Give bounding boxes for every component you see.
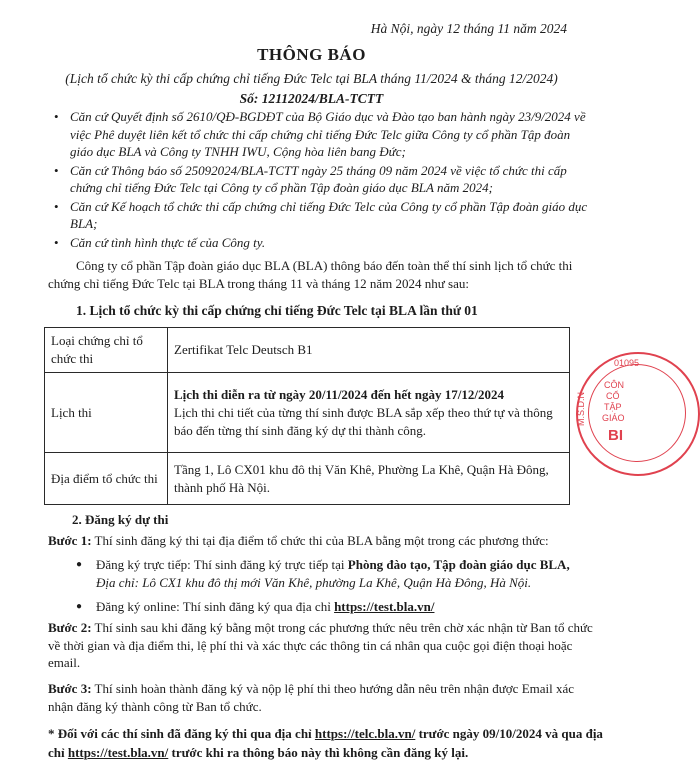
step-label: Bước 2: xyxy=(48,620,92,635)
table-cell-value: Zertifikat Telc Deutsch B1 xyxy=(168,328,570,373)
basis-item: • Căn cứ Quyết định số 2610/QĐ-BGDĐT của Bộ Giáo dục và Đào tạo ban hành ngày 23/9/2024 về việc Phê duyệt liên kết tổ chức thi cấp chứng chỉ tiếng Đức Telc giữa Công ty cổ phần Tập đoàn giáo dục BLA và Công ty TNHH IWU, Cộng hòa liên bang Đức; xyxy=(70,108,590,161)
document-date: Hà Nội, ngày 12 tháng 11 năm 2024 xyxy=(370,21,567,36)
direct-registration-address: Địa chỉ: Lô CX1 khu đô thị mới Văn Khê, phường La Khê, Quận Hà Đông, Hà Nội. xyxy=(96,575,532,590)
table-row xyxy=(45,328,570,373)
basis-item: • Căn cứ tình hình thực tế của Công ty. xyxy=(70,234,590,252)
document-title: THÔNG BÁO xyxy=(257,45,366,64)
exam-schedule-table xyxy=(44,327,570,505)
seal-line: CÔN xyxy=(604,380,624,390)
step-text: Thí sinh hoàn thành đăng ký và nộp lệ phí thi theo hướng dẫn nêu trên nhận được Email xác nhận đăng ký thành công từ Ban tổ chức. xyxy=(48,681,575,714)
company-seal xyxy=(576,352,700,476)
seal-line: CỔ xyxy=(606,391,620,401)
document-subtitle: (Lịch tổ chức kỳ thi cấp chứng chỉ tiếng Đức Telc tại BLA tháng 11/2024 & tháng 12/2024) xyxy=(65,71,558,86)
step-2 xyxy=(48,619,593,672)
list-item: ● Đăng ký trực tiếp: Thí sinh đăng ký trực tiếp tại Phòng đào tạo, Tập đoàn giáo dục BLA, Địa chỉ: Lô CX1 khu đô thị mới Văn Khê, phường La Khê, Quận Hà Đông, Hà Nội. xyxy=(96,556,596,592)
seal-line: TẬP xyxy=(604,402,622,412)
step-1 xyxy=(48,532,593,550)
registration-note xyxy=(48,724,608,762)
basis-item: • Căn cứ Thông báo số 25092024/BLA-TCTT ngày 25 tháng 09 năm 2024 về việc tổ chức thi cấp chứng chỉ tiếng Đức Telc tại Công ty cổ phần Tập đoàn giáo dục BLA năm 2024; xyxy=(70,162,590,197)
seal-number: 01095 xyxy=(614,358,640,368)
note-prefix: * Đối với các thí sinh đã đăng ký thi qua địa chỉ xyxy=(48,726,315,741)
note-middle: trước ngày 09/10/2024 và qua địa chỉ xyxy=(48,726,603,760)
section-1-heading: 1. Lịch tổ chức kỳ thi cấp chứng chỉ tiếng Đức Telc tại BLA lần thứ 01 xyxy=(76,303,478,318)
step-label: Bước 3: xyxy=(48,681,92,696)
direct-registration-place: Phòng đào tạo, Tập đoàn giáo dục BLA xyxy=(347,557,567,572)
table-cell-value xyxy=(168,373,570,453)
table-row xyxy=(45,373,570,453)
step-label: Bước 1: xyxy=(48,533,92,548)
note-link-telc[interactable]: https://telc.bla.vn/ xyxy=(314,726,416,741)
exam-period-detail: Lịch thi chi tiết của từng thí sinh được BLA sắp xếp theo thứ tự và thông báo đến từng thí sinh đăng ký dự thi thành công. xyxy=(174,404,553,438)
note-suffix: trước khi ra thông báo này thì không cần đăng ký lại. xyxy=(168,745,469,760)
table-cell-label: Lịch thi xyxy=(45,373,168,453)
seal-line: BI xyxy=(608,427,623,444)
table-row xyxy=(45,453,570,505)
seal-line: GIÁO xyxy=(602,413,625,423)
intro-paragraph: Công ty cổ phần Tập đoàn giáo dục BLA (BLA) thông báo đến toàn thể thí sinh lịch tổ chức thi chứng chỉ tiếng Đức Telc tại BLA trong tháng 11 và tháng 12 năm 2024 như sau: xyxy=(48,258,573,291)
online-registration-lead: Đăng ký online: Thí sinh đăng ký qua địa chỉ xyxy=(96,599,335,614)
seal-side-text: M.S.D.N xyxy=(576,392,586,427)
table-cell-label: Loại chứng chỉ tổ chức thi xyxy=(45,328,168,373)
table-cell-value: Tầng 1, Lô CX01 khu đô thị Văn Khê, Phường La Khê, Quận Hà Đông, thành phố Hà Nội. xyxy=(168,453,570,505)
step-text: Thí sinh sau khi đăng ký bằng một trong các phương thức nêu trên chờ xác nhận từ Ban tổ chức về thời gian và địa điểm thi, lệ phí thi và xác thực các thông tin cá nhân qua cuộc gọi điện thoại hoặc email. xyxy=(48,620,593,670)
basis-item: • Căn cứ Kế hoạch tổ chức thi cấp chứng chỉ tiếng Đức Telc của Công ty cổ phần Tập đoàn giáo dục BLA; xyxy=(70,198,590,233)
exam-period: Lịch thi diễn ra từ ngày 20/11/2024 đến hết ngày 17/12/2024 xyxy=(174,386,504,402)
registration-methods xyxy=(96,556,596,616)
note-link-test[interactable]: https://test.bla.vn/ xyxy=(67,745,169,760)
legal-basis-list xyxy=(70,108,590,252)
step-text: Thí sinh đăng ký thi tại địa điểm tổ chức thi của BLA bằng một trong các phương thức: xyxy=(94,533,549,548)
section-2-heading: 2. Đăng ký dự thi xyxy=(72,512,169,527)
table-cell-label: Địa điểm tổ chức thi xyxy=(45,453,168,505)
online-registration-link[interactable]: https://test.bla.vn/ xyxy=(334,599,435,614)
list-item xyxy=(96,598,596,616)
document-number: Số: 12112024/BLA-TCTT xyxy=(239,91,384,106)
step-3 xyxy=(48,680,593,715)
direct-registration-lead: Đăng ký trực tiếp: Thí sinh đăng ký trực tiếp tại xyxy=(96,557,348,572)
